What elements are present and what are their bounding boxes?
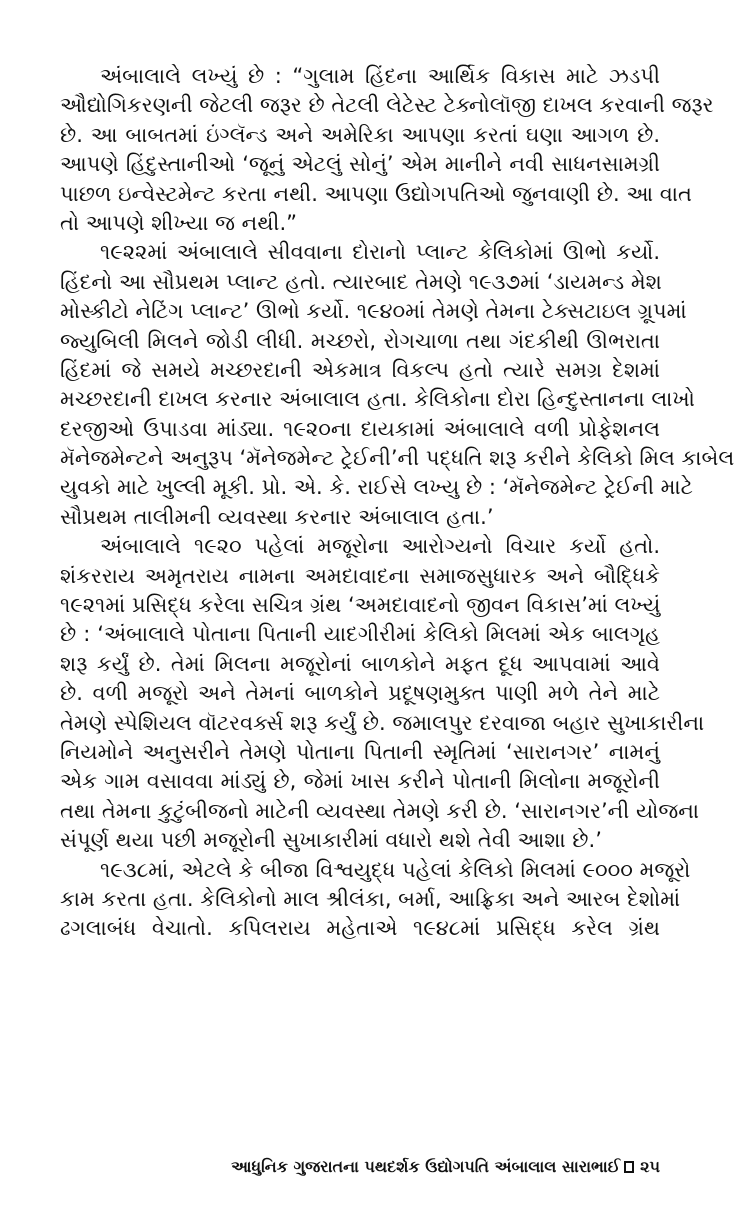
text-line: છે : ‘અંબાલાલે પોતાના પિતાની યાદગીરીમાં કેલિકો મિલમાં એક બાલગૃહ <box>60 622 660 647</box>
text-line: ૧૯૨૨માં અંબાલાલે સીવવાના દોરાનો પ્લાન્ટ કેલિકોમાં ઊભો કર્યો. <box>100 240 660 265</box>
text-line: આપણે હિંદુસ્તાનીઓ ‘જૂનું એટલું સોનું’ એમ માનીને નવી સાધનસામગ્રી <box>60 152 660 177</box>
text-line: હિંદનો આ સૌપ્રથમ પ્લાન્ટ હતો. ત્યારબાદ તેમણે ૧૯૩૭માં ‘ડાયમન્ડ મેશ <box>60 269 662 294</box>
text-line: છે. વળી મજૂરો અને તેમનાં બાળકોને પ્રદૂષણમુક્ત પાણી મળે તેને માટે <box>60 681 660 706</box>
text-line: તો આપણે શીખ્યા જ નથી.” <box>60 210 297 235</box>
text-line: તથા તેમના કુટુંબીજનો માટેની વ્યવસ્થા તેમણે કરી છે. ‘સારાનગર’ની યોજના <box>60 798 700 823</box>
text-line: ૧૯૩૮માં, એટલે કે બીજા વિશ્વયુદ્ધ પહેલાં કેલિકો મિલમાં ૯૦૦૦ મજૂરો <box>100 857 691 882</box>
text-line: યુવકો માટે ખુલ્લી મૂકી. પ્રો. એ. કે. રાઈસે લખ્યુ છે : ‘મૅનેજમેન્ટ ટ્રેઈની માટે <box>60 475 693 500</box>
running-title: આધુનિક ગુજરાતના પથદર્શક ઉદ્યોગપતિ અંબાલાલ સારાભાઈ <box>231 1157 621 1176</box>
text-line: નિયમોને અનુસરીને તેમણે પોતાના પિતાની સ્મૃતિમાં ‘સારાનગર’ નામનું <box>60 739 660 764</box>
text-line: ઔદ્યોગિકરણની જેટલી જરૂર છે તેટલી લેટેસ્ટ ટેક્નોલૉજી દાખલ કરવાની જરૂર <box>60 93 714 118</box>
text-line: દરજીઓ ઉપાડવા માંડ્યા. ૧૯૨૦ના દાયકામાં અંબાલાલે વળી પ્રોફેશનલ <box>60 416 660 441</box>
square-ornament-icon <box>624 1161 634 1173</box>
text-line: કામ કરતા હતા. કેલિકોનો માલ શ્રીલંકા, બર્મા, આફ્રિકા અને આરબ દેશોમાં <box>60 886 681 911</box>
text-line: મૅનેજમેન્ટને અનુરૂપ ‘મૅનેજમેન્ટ ટ્રેઈની’ની પદ્ધતિ શરૂ કરીને કેલિકો મિલ કાબેલ <box>60 446 734 471</box>
text-line: એક ગામ વસાવવા માંડ્યું છે, જેમાં ખાસ કરીને પોતાની મિલોના મજૂરોની <box>60 769 660 794</box>
text-line: છે. આ બાબતમાં ઇંગ્લૅન્ડ અને અમેરિકા આપણા કરતાં ઘણા આગળ છે. <box>60 122 660 147</box>
text-line: મચ્છરદાની દાખલ કરનાર અંબાલાલ હતા. કેલિકોના દોરા હિન્દુસ્તાનના લાખો <box>60 387 695 412</box>
page-footer <box>60 1152 660 1182</box>
text-line: જ્યુબિલી મિલને જોડી લીધી. મચ્છરો, રોગચાળા તથા ગંદકીથી ઊભરાતા <box>60 328 660 353</box>
text-line: મોસ્કીટો નેટિંગ પ્લાન્ટ’ ઊભો કર્યો. ૧૯૪૦માં તેમણે તેમના ટેક્સટાઇલ ગ્રૂપમાં <box>60 299 687 324</box>
body-text <box>60 62 734 944</box>
page-number: ૨૫ <box>640 1157 660 1176</box>
text-line: ઢગલાબંધ વેચાતો. કપિલરાય મહેતાએ ૧૯૪૮માં પ્રસિદ્ધ કરેલ ગ્રંથ <box>60 916 660 941</box>
text-line: શરૂ કર્યું છે. તેમાં મિલના મજૂરોનાં બાળકોને મફત દૂધ આપવામાં આવે <box>60 651 660 676</box>
text-line: અંબાલાલે લખ્યું છે : “ગુલામ હિંદના આર્થિક વિકાસ માટે ઝડપી <box>100 64 660 88</box>
text-line: તેમણે સ્પેશિયલ વૉટરવર્ક્સ શરૂ કર્યું છે. જમાલપુર દરવાજા બહાર સુખાકારીના <box>60 710 705 735</box>
text-line: શંકરરાય અમૃતરાય નામના અમદાવાદના સમાજસુધારક અને બૌદ્ધિકે <box>60 563 660 588</box>
text-line: હિંદમાં જે સમયે મચ્છરદાની એકમાત્ર વિકલ્પ હતો ત્યારે સમગ્ર દેશમાં <box>60 357 660 382</box>
text-line: સૌપ્રથમ તાલીમની વ્યવસ્થા કરનાર અંબાલાલ હતા.’ <box>60 504 494 529</box>
text-line: ૧૯૨૧માં પ્રસિદ્ધ કરેલા સચિત્ર ગ્રંથ ‘અમદાવાદનો જીવન વિકાસ’માં લખ્યું <box>60 593 661 618</box>
text-line: સંપૂર્ણ થયા પછી મજૂરોની સુખાકારીમાં વધારો થશે તેવી આશા છે.’ <box>60 828 602 853</box>
text-line: પાછળ ઇન્વેસ્ટમેન્ટ કરતા નથી. આપણા ઉદ્યોગપતિઓ જુનવાણી છે. આ વાત <box>60 181 692 206</box>
text-line: અંબાલાલે ૧૯૨૦ પહેલાં મજૂરોના આરોગ્યનો વિચાર કર્યો હતો. <box>100 534 660 559</box>
